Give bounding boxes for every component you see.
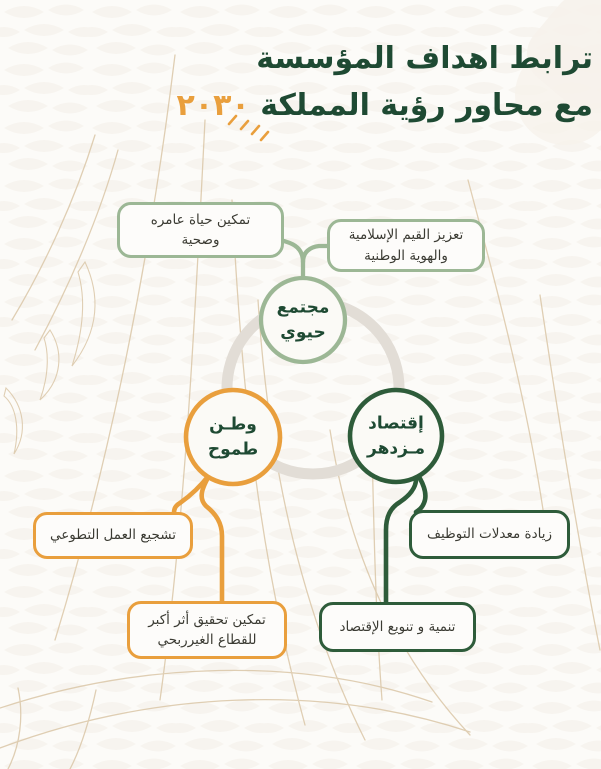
goal-nonprofit-line2: للقطاع الغيرربحي (157, 632, 257, 648)
goal-box-nonprofit-impact (127, 601, 287, 659)
goal-healthy-life-line2: وصحية (181, 232, 220, 248)
goal-box-employment (409, 510, 570, 559)
goal-volunteering-text: تشجيع العمل التطوعي (49, 527, 177, 544)
society-label-line2: حيوي (280, 322, 326, 342)
title-line-2-text: مع محاور رؤية المملكة (260, 87, 593, 123)
goal-nonprofit-line1: تمكين تحقيق أثر أكبر (148, 611, 266, 628)
goal-economy-diversity-text: تنمية و تنويع الإقتصاد (339, 618, 456, 635)
title-year-2030: ٢٠٣٠ (176, 87, 250, 123)
nation-label-line1: وطـن (209, 414, 257, 435)
nation-label-line2: طموح (207, 439, 259, 459)
title-line-1: ترابط اهداف المؤسسة (256, 41, 593, 76)
economy-node-label (367, 411, 425, 460)
economy-label-line1: إقتصاد (368, 413, 424, 434)
goal-healthy-life-line1: تمكين حياة عامره (150, 211, 251, 228)
goal-box-economy-diversity (319, 602, 476, 652)
goal-box-healthy-life (117, 202, 284, 258)
nation-node-label (208, 412, 258, 461)
goal-employment-text: زيادة معدلات التوظيف (427, 526, 553, 543)
goal-islamic-values-line2: والهوية الوطنية (364, 247, 448, 264)
title-line-2 (173, 83, 593, 130)
society-label-line1: مجتمع (276, 297, 330, 318)
economy-label-line2: مـزدهر (367, 438, 425, 458)
society-connectors (284, 241, 327, 278)
goal-box-islamic-values (327, 219, 485, 272)
goal-islamic-values-line1: تعزيز القيم الإسلامية (348, 227, 464, 244)
page-title (173, 36, 593, 129)
society-node-label (277, 295, 330, 344)
goal-box-volunteering (33, 512, 193, 559)
